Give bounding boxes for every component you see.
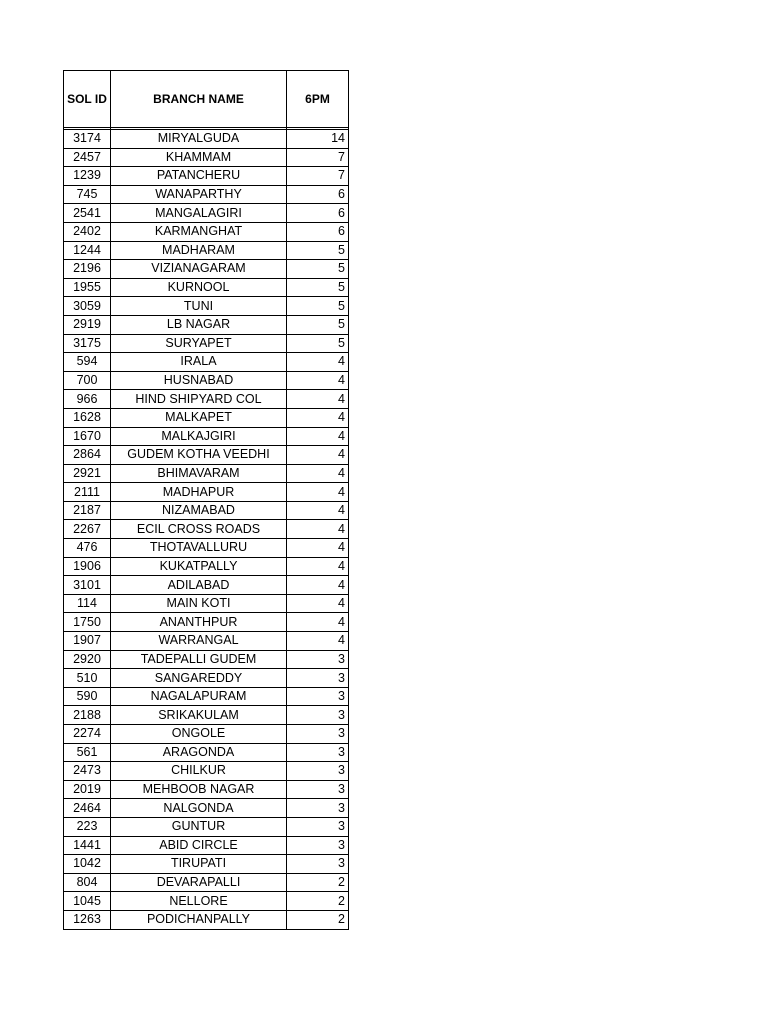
branch-name-cell: ABID CIRCLE (111, 836, 287, 855)
table-row (64, 687, 349, 706)
branch-name-cell: SURYAPET (111, 334, 287, 353)
table-row (64, 725, 349, 744)
value-cell: 4 (287, 371, 349, 390)
value-cell: 5 (287, 315, 349, 334)
value-cell: 4 (287, 427, 349, 446)
sol-id-cell: 1750 (64, 613, 111, 632)
branch-name-cell: MIRYALGUDA (111, 130, 287, 149)
branch-name-cell: KARMANGHAT (111, 222, 287, 241)
table-row (64, 315, 349, 334)
branch-name-cell: THOTAVALLURU (111, 539, 287, 558)
branch-name-cell: MANGALAGIRI (111, 204, 287, 223)
branch-name-cell: NAGALAPURAM (111, 687, 287, 706)
sol-id-cell: 594 (64, 353, 111, 372)
table-row (64, 371, 349, 390)
sol-id-cell: 700 (64, 371, 111, 390)
value-cell: 3 (287, 799, 349, 818)
sol-id-cell: 114 (64, 594, 111, 613)
sol-id-cell: 2864 (64, 446, 111, 465)
branch-name-cell: NIZAMABAD (111, 501, 287, 520)
table-row (64, 408, 349, 427)
sol-id-cell: 223 (64, 817, 111, 836)
value-cell: 5 (287, 278, 349, 297)
table-row (64, 910, 349, 929)
value-cell: 4 (287, 613, 349, 632)
branch-name-cell: HIND SHIPYARD COL (111, 390, 287, 409)
value-cell: 6 (287, 204, 349, 223)
sol-id-cell: 745 (64, 185, 111, 204)
value-cell: 4 (287, 539, 349, 558)
sol-id-cell: 2919 (64, 315, 111, 334)
value-cell: 4 (287, 483, 349, 502)
value-cell: 4 (287, 594, 349, 613)
value-cell: 2 (287, 910, 349, 929)
table-row (64, 743, 349, 762)
sol-id-cell: 2274 (64, 725, 111, 744)
sol-id-cell: 804 (64, 873, 111, 892)
value-cell: 3 (287, 836, 349, 855)
sol-id-cell: 1263 (64, 910, 111, 929)
branch-name-cell: PATANCHERU (111, 167, 287, 186)
sol-id-cell: 1239 (64, 167, 111, 186)
sol-id-cell: 2920 (64, 650, 111, 669)
value-cell: 4 (287, 390, 349, 409)
value-cell: 4 (287, 557, 349, 576)
sol-id-cell: 3059 (64, 297, 111, 316)
sol-id-cell: 3101 (64, 576, 111, 595)
value-cell: 3 (287, 725, 349, 744)
branch-name-cell: MADHARAM (111, 241, 287, 260)
branch-name-cell: ANANTHPUR (111, 613, 287, 632)
sol-id-cell: 3174 (64, 130, 111, 149)
branch-name-cell: TADEPALLI GUDEM (111, 650, 287, 669)
sol-id-cell: 1906 (64, 557, 111, 576)
branch-name-cell: VIZIANAGARAM (111, 260, 287, 279)
branch-name-cell: KUKATPALLY (111, 557, 287, 576)
value-cell: 6 (287, 185, 349, 204)
branch-name-cell: MAIN KOTI (111, 594, 287, 613)
header-branch-name: BRANCH NAME (111, 71, 287, 128)
branch-name-cell: BHIMAVARAM (111, 464, 287, 483)
table-row (64, 669, 349, 688)
table-body (64, 128, 349, 930)
sol-id-cell: 2541 (64, 204, 111, 223)
sol-id-cell: 966 (64, 390, 111, 409)
sol-id-cell: 1670 (64, 427, 111, 446)
table-row (64, 278, 349, 297)
table-row (64, 613, 349, 632)
value-cell: 4 (287, 408, 349, 427)
branch-name-cell: TUNI (111, 297, 287, 316)
value-cell: 3 (287, 762, 349, 781)
sol-id-cell: 2187 (64, 501, 111, 520)
branch-name-cell: GUDEM KOTHA VEEDHI (111, 446, 287, 465)
table-row (64, 241, 349, 260)
table-row (64, 576, 349, 595)
value-cell: 5 (287, 297, 349, 316)
value-cell: 2 (287, 873, 349, 892)
branch-name-cell: GUNTUR (111, 817, 287, 836)
sol-id-cell: 476 (64, 539, 111, 558)
table-row (64, 297, 349, 316)
value-cell: 4 (287, 353, 349, 372)
table-row (64, 446, 349, 465)
sol-id-cell: 1441 (64, 836, 111, 855)
branch-name-cell: DEVARAPALLI (111, 873, 287, 892)
table-row (64, 762, 349, 781)
table-row (64, 873, 349, 892)
table-row (64, 204, 349, 223)
table-row (64, 464, 349, 483)
header-row (64, 71, 349, 128)
table-row (64, 539, 349, 558)
branch-name-cell: MEHBOOB NAGAR (111, 780, 287, 799)
sol-id-cell: 590 (64, 687, 111, 706)
sol-id-cell: 1907 (64, 632, 111, 651)
sol-id-cell: 2111 (64, 483, 111, 502)
branch-table (63, 70, 349, 930)
table-row (64, 390, 349, 409)
sol-id-cell: 2402 (64, 222, 111, 241)
branch-name-cell: IRALA (111, 353, 287, 372)
sol-id-cell: 561 (64, 743, 111, 762)
table-row (64, 353, 349, 372)
value-cell: 3 (287, 817, 349, 836)
table-row (64, 855, 349, 874)
value-cell: 4 (287, 501, 349, 520)
sol-id-cell: 1244 (64, 241, 111, 260)
value-cell: 4 (287, 446, 349, 465)
table-row (64, 650, 349, 669)
branch-name-cell: CHILKUR (111, 762, 287, 781)
sol-id-cell: 2921 (64, 464, 111, 483)
sol-id-cell: 510 (64, 669, 111, 688)
branch-name-cell: HUSNABAD (111, 371, 287, 390)
sol-id-cell: 2267 (64, 520, 111, 539)
branch-name-cell: MADHAPUR (111, 483, 287, 502)
table-row (64, 836, 349, 855)
sol-id-cell: 2464 (64, 799, 111, 818)
value-cell: 3 (287, 855, 349, 874)
value-cell: 4 (287, 520, 349, 539)
table-row (64, 501, 349, 520)
sol-id-cell: 2196 (64, 260, 111, 279)
branch-name-cell: ADILABAD (111, 576, 287, 595)
branch-name-cell: LB NAGAR (111, 315, 287, 334)
table-row (64, 185, 349, 204)
value-cell: 5 (287, 334, 349, 353)
value-cell: 3 (287, 687, 349, 706)
table-row (64, 167, 349, 186)
branch-name-cell: MALKAJGIRI (111, 427, 287, 446)
table-row (64, 334, 349, 353)
branch-name-cell: ECIL CROSS ROADS (111, 520, 287, 539)
branch-name-cell: NALGONDA (111, 799, 287, 818)
table-row (64, 799, 349, 818)
branch-name-cell: SANGAREDDY (111, 669, 287, 688)
value-cell: 6 (287, 222, 349, 241)
branch-name-cell: TIRUPATI (111, 855, 287, 874)
value-cell: 5 (287, 241, 349, 260)
table-row (64, 520, 349, 539)
table-row (64, 557, 349, 576)
value-cell: 3 (287, 743, 349, 762)
table-row (64, 780, 349, 799)
value-cell: 3 (287, 706, 349, 725)
value-cell: 3 (287, 780, 349, 799)
sol-id-cell: 1045 (64, 892, 111, 911)
branch-name-cell: NELLORE (111, 892, 287, 911)
sol-id-cell: 2473 (64, 762, 111, 781)
value-cell: 5 (287, 260, 349, 279)
value-cell: 3 (287, 669, 349, 688)
value-cell: 4 (287, 632, 349, 651)
table-row (64, 260, 349, 279)
sol-id-cell: 2457 (64, 148, 111, 167)
sol-id-cell: 1955 (64, 278, 111, 297)
branch-name-cell: MALKAPET (111, 408, 287, 427)
branch-name-cell: PODICHANPALLY (111, 910, 287, 929)
header-6pm: 6PM (287, 71, 349, 128)
value-cell: 3 (287, 650, 349, 669)
table-row (64, 594, 349, 613)
sol-id-cell: 1628 (64, 408, 111, 427)
header-sol-id: SOL ID (64, 71, 111, 128)
table-row (64, 632, 349, 651)
sol-id-cell: 1042 (64, 855, 111, 874)
table-row (64, 706, 349, 725)
value-cell: 7 (287, 148, 349, 167)
branch-name-cell: WARRANGAL (111, 632, 287, 651)
table-row (64, 892, 349, 911)
sol-id-cell: 2019 (64, 780, 111, 799)
value-cell: 14 (287, 130, 349, 149)
table-row (64, 483, 349, 502)
sol-id-cell: 3175 (64, 334, 111, 353)
table-row (64, 817, 349, 836)
table-row (64, 427, 349, 446)
table-row (64, 130, 349, 149)
branch-name-cell: SRIKAKULAM (111, 706, 287, 725)
branch-name-cell: ONGOLE (111, 725, 287, 744)
value-cell: 2 (287, 892, 349, 911)
branch-name-cell: ARAGONDA (111, 743, 287, 762)
table-row (64, 222, 349, 241)
sol-id-cell: 2188 (64, 706, 111, 725)
value-cell: 4 (287, 464, 349, 483)
branch-name-cell: KHAMMAM (111, 148, 287, 167)
value-cell: 4 (287, 576, 349, 595)
branch-name-cell: KURNOOL (111, 278, 287, 297)
value-cell: 7 (287, 167, 349, 186)
branch-name-cell: WANAPARTHY (111, 185, 287, 204)
table-row (64, 148, 349, 167)
